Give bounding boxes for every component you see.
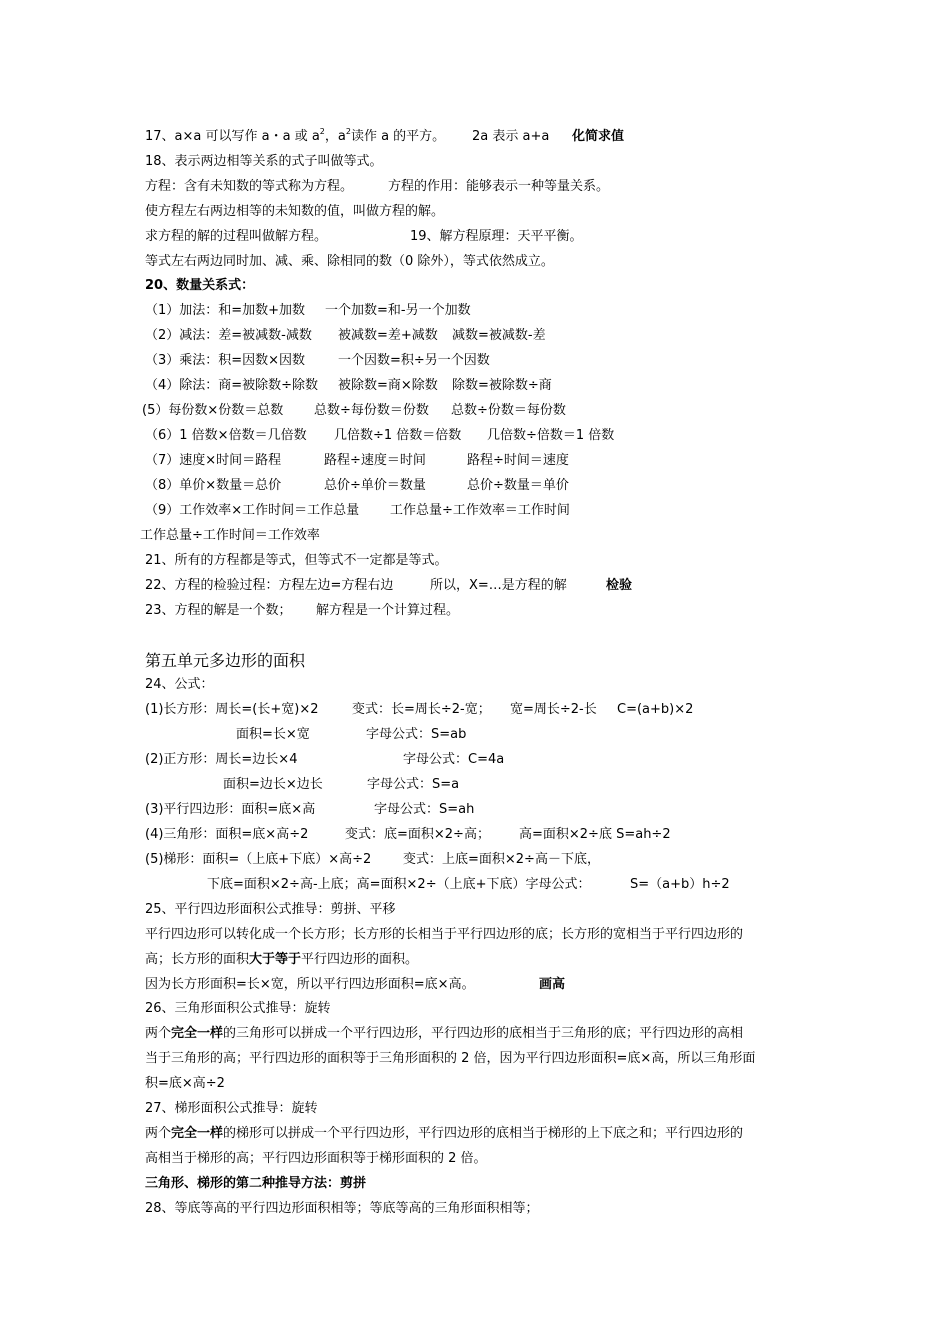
formula-rectangle: (1)长方形：周长=(长+宽)×2 (145, 702, 319, 717)
relation-multiple-2: 几倍数÷1 倍数＝倍数 (334, 428, 462, 443)
item-22-2: 所以，X=…是方程的解 (430, 578, 567, 593)
item-20-heading: 20、数量关系式： (145, 278, 255, 293)
item-23: 23、方程的解是一个数； (145, 603, 292, 618)
relation-speed: （7）速度×时间＝路程 (145, 453, 282, 468)
relation-subtraction-3: 减数=被减数-差 (452, 328, 546, 343)
formula-triangle-variant-2: 高=面积×2÷底 S=ah÷2 (519, 827, 671, 842)
relation-division-3: 除数=被除数÷商 (452, 378, 552, 393)
item-17-keyword: 化简求值 (572, 129, 625, 144)
relation-division-2: 被除数=商×除数 (338, 378, 438, 393)
item-17-2a: 2a 表示 a+a (472, 129, 550, 144)
formula-parallelogram-letter: 字母公式：S=ah (374, 802, 475, 817)
relation-multiplication: （3）乘法：积=因数×因数 (145, 353, 306, 368)
unit-title: 第五单元多边形的面积 (145, 651, 306, 670)
item-22-keyword: 检验 (606, 578, 633, 593)
second-method-heading: 三角形、梯形的第二种推导方法：剪拼 (145, 1176, 367, 1191)
relation-multiplication-2: 一个因数=积÷另一个因数 (338, 353, 490, 368)
equation-definition: 方程：含有未知数的等式称为方程。 (145, 179, 354, 194)
relation-addition-2: 一个加数=和-另一个加数 (325, 303, 471, 318)
formula-rectangle-area-letter: 字母公式：S=ab (366, 727, 467, 742)
formula-rectangle-variant: 变式：长=周长÷2-宽； (352, 702, 491, 717)
solution-definition: 使方程左右两边相等的未知数的值，叫做方程的解。 (145, 204, 445, 219)
item-26-para-2: 当于三角形的高；平行四边形的面积等于三角形面积的 2 倍，因为平行四边形面积=底×高，所以三角形面 (145, 1051, 756, 1066)
item-23-2: 解方程是一个计算过程。 (316, 603, 460, 618)
item-28: 28、等底等高的平行四边形面积相等；等底等高的三角形面积相等； (145, 1201, 539, 1216)
formula-trapezoid-variant-2: 下底=面积×2÷高-上底；高=面积×2÷（上底+下底）字母公式： (207, 877, 591, 892)
formula-parallelogram: (3)平行四边形：面积=底×高 (145, 802, 316, 817)
equality-principle: 等式左右两边同时加、减、乘、除相同的数（0 除外），等式依然成立。 (145, 254, 554, 269)
formula-triangle-variant: 变式：底=面积×2÷高； (345, 827, 490, 842)
formula-rectangle-letter: C=(a+b)×2 (617, 702, 694, 717)
formula-triangle: (4)三角形：面积=底×高÷2 (145, 827, 309, 842)
item-27: 27、梯形面积公式推导：旋转 (145, 1101, 318, 1116)
item-18: 18、表示两边相等关系的式子叫做等式。 (145, 154, 383, 169)
item-25-para-3: 因为长方形面积=长×宽，所以平行四边形面积=底×高。 (145, 977, 475, 992)
item-17: 17、a×a 可以写作 a・a 或 $a^2$，$a^2$读作 a 的平方。 (145, 127, 446, 144)
item-27-para-2: 高相当于梯形的高；平行四边形面积等于梯形面积的 2 倍。 (145, 1151, 487, 1166)
item-26-para-3: 积=底×高÷2 (145, 1076, 225, 1091)
item-24: 24、公式： (145, 677, 214, 692)
relation-work-2: 工作总量÷工作效率＝工作时间 (390, 503, 570, 518)
formula-rectangle-area: 面积=长×宽 (236, 727, 310, 742)
relation-multiple-3: 几倍数÷倍数＝1 倍数 (487, 428, 615, 443)
formula-trapezoid-letter: S=（a+b）h÷2 (630, 877, 730, 892)
formula-square-letter: 字母公式：C=4a (403, 752, 505, 767)
relation-division: （4）除法：商=被除数÷除数 (145, 378, 319, 393)
relation-work-3: 工作总量÷工作时间＝工作效率 (140, 528, 320, 543)
relation-speed-3: 路程÷时间＝速度 (467, 453, 569, 468)
relation-per-share-2: 总数÷每份数＝份数 (314, 403, 429, 418)
item-27-para-1: 两个完全一样的梯形可以拼成一个平行四边形，平行四边形的底相当于梯形的上下底之和；平行四边形的 (145, 1126, 744, 1141)
relation-per-share-3: 总数÷份数＝每份数 (451, 403, 566, 418)
item-25-keyword: 画高 (539, 977, 566, 992)
equation-purpose: 方程的作用：能够表示一种等量关系。 (388, 179, 610, 194)
formula-square-area: 面积=边长×边长 (223, 777, 323, 792)
solving-definition: 求方程的解的过程叫做解方程。 (145, 229, 328, 244)
relation-subtraction-2: 被减数=差+减数 (338, 328, 438, 343)
relation-multiple: （6）1 倍数×倍数＝几倍数 (145, 428, 307, 443)
relation-work: （9）工作效率×工作时间＝工作总量 (145, 503, 360, 518)
relation-per-share: (5）每份数×份数＝总数 (142, 403, 284, 418)
relation-price: （8）单价×数量＝总价 (145, 478, 282, 493)
item-25-para-1: 平行四边形可以转化成一个长方形；长方形的长相当于平行四边形的底；长方形的宽相当于平行四边形的 (145, 927, 744, 942)
relation-subtraction: （2）减法：差=被减数-减数 (145, 328, 312, 343)
relation-addition: （1）加法：和=加数+加数 (145, 303, 306, 318)
formula-rectangle-variant-2: 宽=周长÷2-长 (510, 702, 597, 717)
item-25-para-2: 高；长方形的面积大于等于平行四边形的面积。 (145, 952, 419, 967)
relation-speed-2: 路程÷速度＝时间 (324, 453, 426, 468)
item-26-para-1: 两个完全一样的三角形可以拼成一个平行四边形，平行四边形的底相当于三角形的底；平行四边形的高相 (145, 1026, 744, 1041)
formula-trapezoid: (5)梯形：面积=（上底+下底）×高÷2 (145, 852, 372, 867)
item-25: 25、平行四边形面积公式推导：剪拼、平移 (145, 902, 396, 917)
relation-price-3: 总价÷数量＝单价 (467, 478, 569, 493)
item-21: 21、所有的方程都是等式，但等式不一定都是等式。 (145, 553, 448, 568)
item-19: 19、解方程原理：天平平衡。 (410, 229, 583, 244)
formula-square-area-letter: 字母公式：S=a (367, 777, 460, 792)
item-26: 26、三角形面积公式推导：旋转 (145, 1001, 331, 1016)
item-22: 22、方程的检验过程：方程左边=方程右边 (145, 578, 394, 593)
formula-trapezoid-variant: 变式：上底=面积×2÷高－下底， (403, 852, 600, 867)
relation-price-2: 总价÷单价＝数量 (324, 478, 426, 493)
formula-square: (2)正方形：周长=边长×4 (145, 752, 298, 767)
